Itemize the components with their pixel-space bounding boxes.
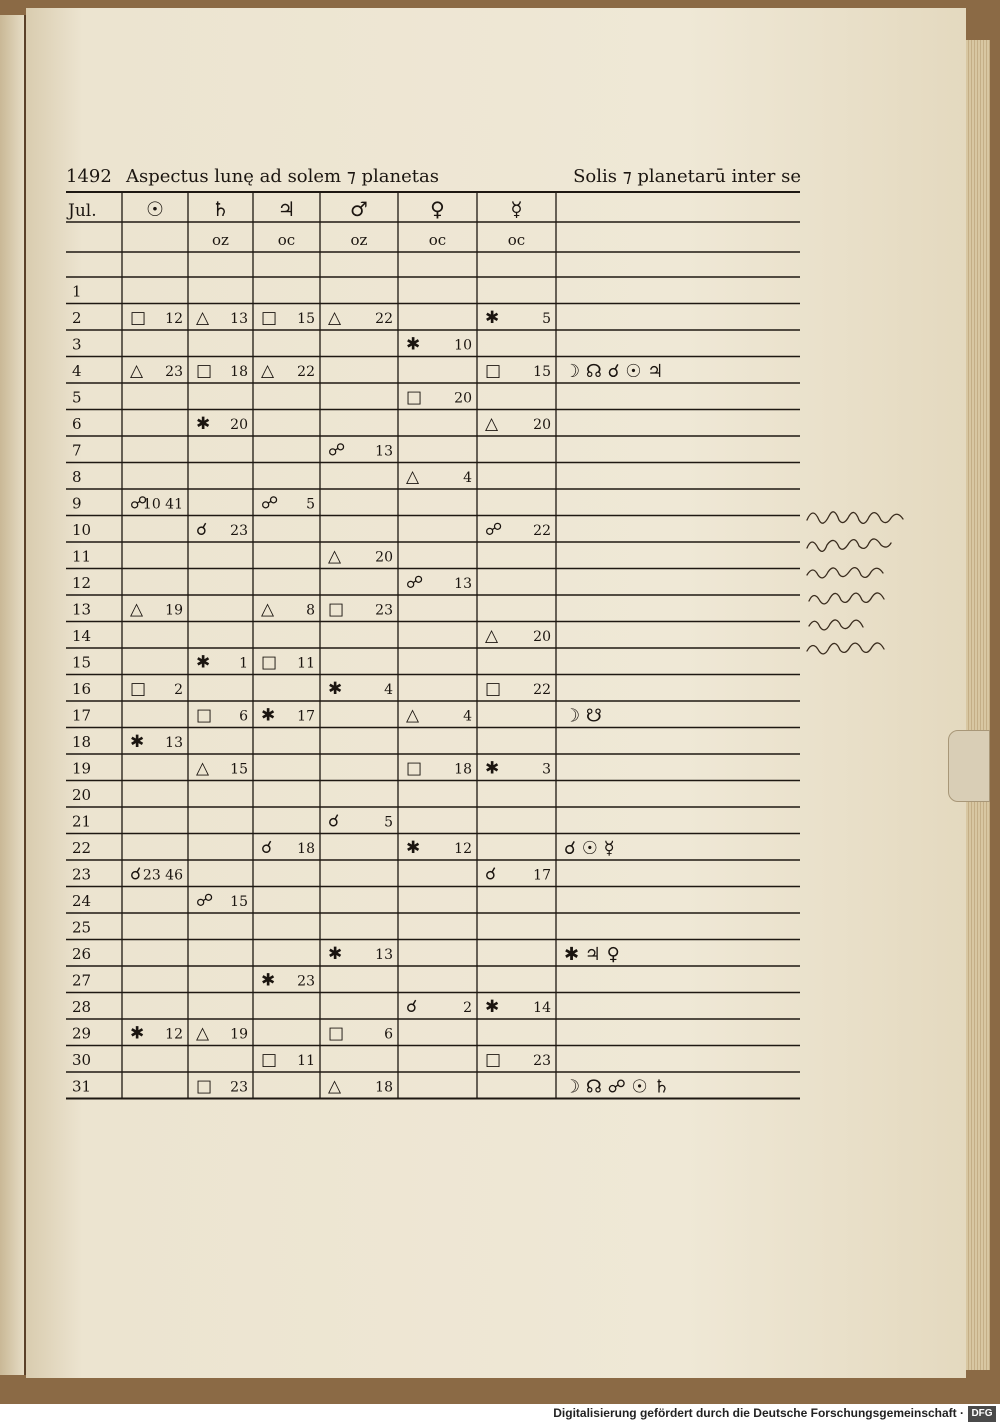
day-number: 30 [72,1051,92,1069]
aspect-symbol: □ [130,679,147,699]
aspect-degree: 6 [384,1026,393,1043]
aspect-symbol: ✱ [328,679,343,699]
aspect-degree: 4 [384,682,393,698]
aspect-degree: 5 [306,496,315,513]
planetary-conjunction-note: ☌ ☉ ☿ [564,838,615,859]
aspect-symbol: ✱ [328,944,343,964]
day-number: 25 [72,918,92,937]
aspect-degree: 18 [375,1079,393,1096]
page-header [66,166,801,190]
aspect-symbol: ☌ [196,520,208,540]
aspect-degree: 2 [174,682,183,698]
aspect-symbol: ✱ [485,997,500,1017]
month-label: Jul. [68,201,97,221]
day-number: 24 [72,892,92,910]
header-title-right: Solis ⁊ planetarū inter se [573,166,801,187]
aspect-degree: 20 [454,390,472,407]
aspect-symbol: □ [328,1023,345,1044]
aspect-degree: 13 [375,443,393,460]
aspect-degree: 2 [463,1000,472,1016]
day-number: 9 [72,494,82,513]
day-number: 15 [72,653,92,672]
day-number: 8 [72,468,82,486]
aspect-symbol: ✱ [130,1023,145,1044]
aspect-symbol: △ [328,308,342,328]
day-number: 11 [72,547,92,566]
day-number: 31 [72,1077,92,1096]
aspect-degree: 12 [454,841,472,857]
aspect-degree: 23 [297,973,315,990]
aspect-symbol: □ [406,758,423,779]
aspect-degree: 13 [165,735,183,751]
planet-header-direction: oc [507,231,526,249]
day-number: 6 [72,415,82,433]
aspect-symbol: ☍ [485,520,503,540]
aspect-symbol: △ [130,599,144,620]
aspect-degree: 1 [239,655,248,672]
aspect-degree: 10 [454,337,472,354]
aspect-symbol: □ [261,308,278,328]
day-number: 14 [72,627,92,645]
aspect-symbol: ☌ [261,838,273,858]
aspect-symbol: □ [485,679,502,699]
day-number: 16 [72,680,92,698]
planet-header-direction: oc [428,231,447,249]
planet-header-symbol: ☿ [510,197,523,221]
aspect-degree: 5 [542,311,551,327]
aspect-symbol: △ [130,361,144,381]
day-number: 28 [72,998,92,1016]
aspect-symbol: ☍ [196,891,214,911]
aspect-symbol: △ [485,414,499,434]
aspect-symbol: □ [485,361,502,381]
day-number: 23 [72,865,92,884]
planetary-conjunction-note: ☽ ☊ ☍ ☉ ♄ [564,1076,670,1098]
aspect-degree: 10 41 [142,496,183,513]
day-number: 17 [72,706,92,725]
aspect-symbol: □ [485,1050,502,1070]
day-number: 21 [72,812,92,831]
aspect-degree: 14 [533,1000,551,1016]
aspect-symbol: △ [261,599,275,620]
aspect-degree: 23 [230,1079,248,1096]
aspect-symbol: △ [196,308,210,328]
aspect-degree: 20 [230,417,248,433]
aspect-symbol: ✱ [406,838,421,858]
header-title-left: Aspectus lunę ad solem ⁊ planetas [126,166,439,187]
day-number: 29 [72,1024,92,1043]
dfg-logo: DFG [968,1406,996,1422]
aspect-symbol: □ [261,1050,278,1070]
day-number: 2 [72,309,82,327]
aspect-degree: 12 [165,1026,183,1043]
day-number: 7 [72,441,82,460]
day-number: 10 [72,521,92,539]
aspect-degree: 20 [375,549,393,566]
aspect-degree: 6 [239,708,248,725]
aspect-symbol: ☌ [406,997,418,1017]
aspect-degree: 19 [165,602,183,619]
aspect-symbol: ✱ [261,970,276,991]
aspect-symbol: ✱ [130,732,145,752]
aspect-symbol: △ [328,546,342,567]
day-number: 1 [72,282,82,301]
facing-page-edge [0,15,26,1375]
aspect-symbol: ✱ [406,334,421,355]
aspect-degree: 8 [306,602,315,619]
aspect-degree: 17 [533,867,551,884]
planet-header-symbol: ☉ [146,197,164,221]
day-number: 27 [72,971,92,990]
book-page [26,8,966,1378]
aspect-symbol: □ [328,599,345,620]
aspect-degree: 11 [297,655,315,672]
planet-header-symbol: ♂ [350,197,368,221]
aspect-degree: 4 [463,708,472,725]
aspect-symbol: ✱ [485,758,500,779]
aspect-symbol: △ [406,705,420,726]
aspect-symbol: ☍ [261,493,279,514]
planet-header-symbol: ♄ [211,197,230,221]
aspect-degree: 23 [533,1053,551,1069]
aspect-degree: 22 [375,311,393,327]
planet-header-symbol: ♃ [277,197,296,221]
aspect-degree: 13 [454,576,472,592]
aspect-degree: 20 [533,417,551,433]
aspect-symbol: ☍ [328,440,346,461]
footer-credit: Digitalisierung gefördert durch die Deutsche Forschungsgemeinschaft · [553,1406,964,1420]
aspect-degree: 12 [165,311,183,327]
aspect-symbol: □ [196,361,213,381]
aspect-symbol: △ [196,1023,210,1044]
planetary-conjunction-note: ☽ ☋ [564,705,602,727]
day-number: 4 [72,362,82,380]
aspect-degree: 13 [230,311,248,327]
day-number: 19 [72,759,92,778]
day-number: 18 [72,733,92,751]
book-clasp [948,730,990,802]
day-number: 22 [72,839,92,857]
aspect-symbol: ✱ [196,652,211,673]
planetary-conjunction-note: ✱ ♃ ♀ [564,944,620,965]
aspect-symbol: □ [196,705,213,726]
aspect-degree: 4 [463,470,472,486]
footer-bar [0,1404,1000,1426]
aspect-symbol: ✱ [196,414,211,434]
aspect-degree: 15 [230,894,248,910]
aspect-degree: 3 [542,761,551,778]
aspect-degree: 18 [230,364,248,380]
aspect-degree: 22 [533,682,551,698]
aspect-degree: 22 [297,364,315,380]
aspect-symbol: ☌ [485,864,497,885]
planet-header-direction: oz [350,231,368,249]
aspect-degree: 13 [375,947,393,963]
aspect-symbol: △ [261,361,275,381]
aspect-degree: 23 [375,602,393,619]
planet-header-direction: oc [277,231,296,249]
handwritten-margin-note [803,498,953,673]
aspect-symbol: △ [196,758,210,779]
aspect-degree: 20 [533,629,551,645]
aspect-degree: 11 [297,1053,315,1069]
aspect-symbol: ☍ [406,573,424,593]
day-number: 20 [72,786,92,804]
planet-header-direction: oz [212,231,229,249]
aspect-degree: 15 [533,364,551,380]
aspect-symbol: ✱ [485,308,500,328]
aspect-degree: 18 [297,841,315,857]
aspect-symbol: □ [130,308,147,328]
aspect-degree: 15 [297,311,315,327]
aspect-degree: 15 [230,761,248,778]
aspect-symbol: △ [406,467,420,487]
aspect-degree: 19 [230,1026,248,1043]
aspect-symbol: □ [406,387,423,408]
aspect-degree: 23 [230,523,248,539]
aspect-degree: 17 [297,708,315,725]
day-number: 3 [72,335,82,354]
day-number: 5 [72,388,82,407]
planet-header-symbol: ♀ [430,197,445,221]
day-number: 26 [72,945,92,963]
page-year: 1492 [66,166,112,187]
aspect-degree: 22 [533,523,551,539]
aspect-symbol: □ [261,652,278,673]
aspect-symbol: △ [485,626,499,646]
page-stack-edge [966,40,990,1370]
aspect-degree: 23 [165,364,183,380]
aspect-symbol: □ [196,1076,213,1097]
aspect-symbol: ✱ [261,705,276,726]
aspect-degree: 18 [454,761,472,778]
day-number: 13 [72,600,92,619]
aspect-degree: 23 46 [142,867,183,884]
day-number: 12 [72,574,92,592]
planetary-conjunction-note: ☽ ☊ ☌ ☉ ♃ [564,361,664,382]
aspect-symbol: ☌ [328,811,340,832]
aspect-symbol: ☌ [130,864,142,885]
aspect-degree: 5 [384,814,393,831]
aspect-symbol: △ [328,1076,342,1097]
aspect-symbol: ☍ [130,493,148,514]
